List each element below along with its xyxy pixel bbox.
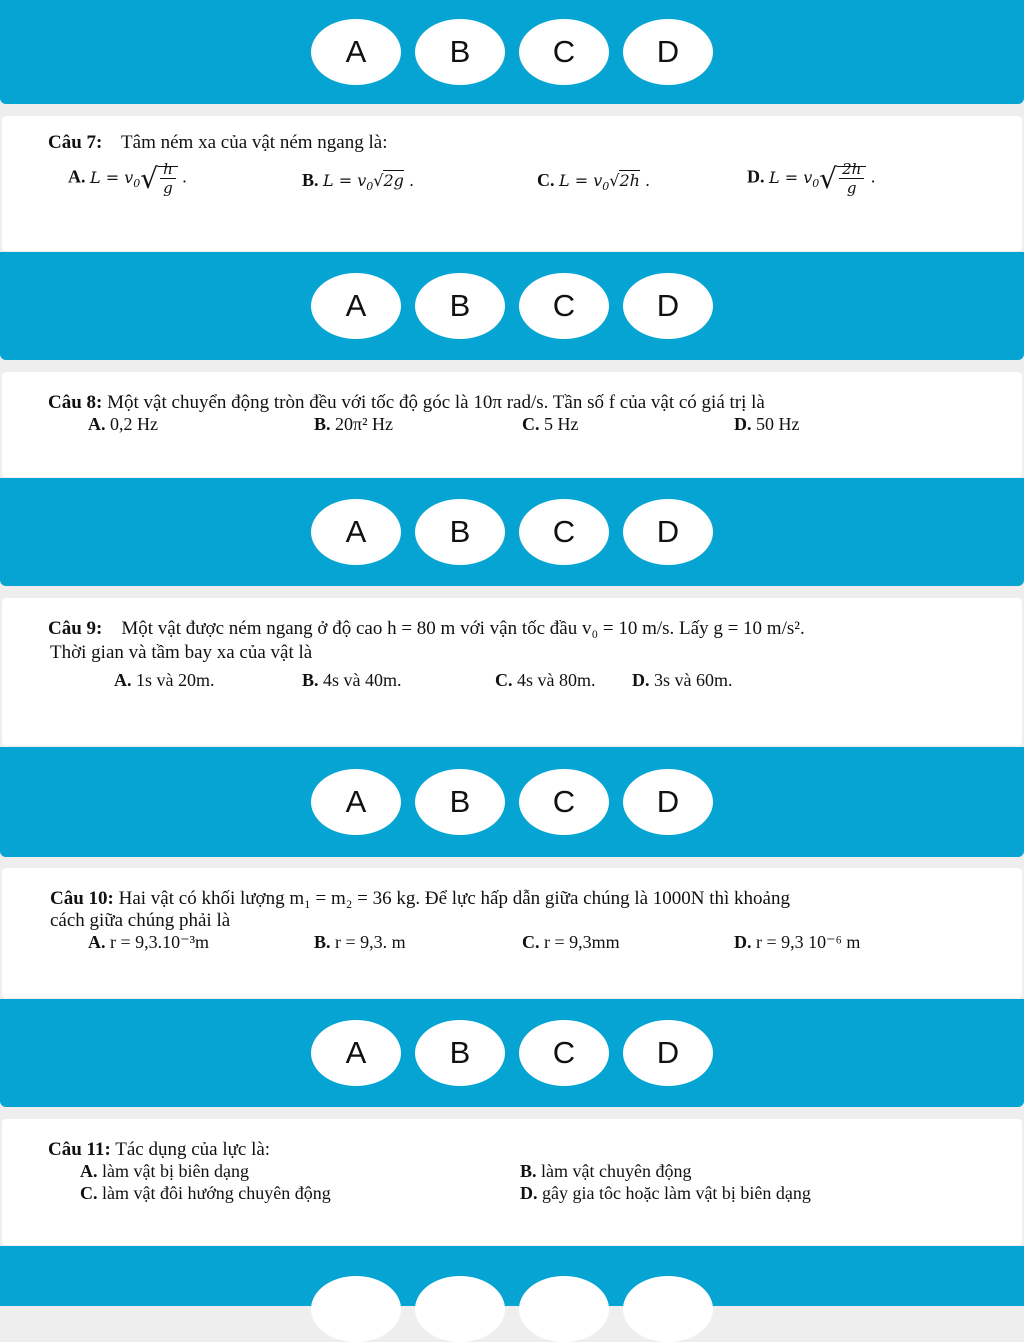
option-d-button[interactable]: D <box>623 1020 713 1086</box>
option-b-button[interactable]: B <box>415 1020 505 1086</box>
option-d-button[interactable] <box>623 1276 713 1342</box>
option-b-button[interactable]: B <box>415 499 505 565</box>
answer-8d[interactable] <box>734 414 800 435</box>
answer-band-2 <box>0 252 1024 360</box>
answer-text: 3s và 60m. <box>654 670 733 690</box>
answer-8a[interactable] <box>88 414 158 435</box>
answer-key: A. <box>88 932 106 952</box>
question-body: Thời gian và tầm bay xa của vật là <box>50 642 313 663</box>
answer-band-3 <box>0 478 1024 586</box>
answer-key: C. <box>80 1183 98 1203</box>
answer-text: 5 Hz <box>544 414 579 434</box>
option-c-button[interactable] <box>519 1276 609 1342</box>
option-c-button[interactable]: C <box>519 499 609 565</box>
option-a-button[interactable]: A <box>311 273 401 339</box>
answer-key: C. <box>495 670 513 690</box>
answer-band-5 <box>0 999 1024 1107</box>
answer-7b[interactable]: B. $L = v_0√2g$ . <box>302 170 415 194</box>
answer-8b[interactable] <box>314 414 393 435</box>
answer-text: làm vật bị biên dạng <box>102 1161 249 1181</box>
question-body: Hai vật có khối lượng m₁ = m₂ = 36 kg. Để lực hấp dẫn giữa chúng là 1000N thì khoảng <box>118 888 790 909</box>
answer-key: C. <box>537 170 555 190</box>
answer-11c[interactable] <box>80 1183 331 1204</box>
answer-band-6 <box>0 1246 1024 1306</box>
answer-10d[interactable] <box>734 932 860 953</box>
question-body: Tác dụng của lực là: <box>115 1139 271 1160</box>
answer-text: 1s và 20m. <box>136 670 215 690</box>
answer-key: D. <box>734 414 752 434</box>
option-c-button[interactable]: C <box>519 1020 609 1086</box>
answer-11b[interactable] <box>520 1161 691 1182</box>
option-c-button[interactable]: C <box>519 273 609 339</box>
answer-10c[interactable] <box>522 932 620 953</box>
option-d-button[interactable]: D <box>623 273 713 339</box>
answer-key: A. <box>68 166 86 187</box>
question-7-text <box>48 132 387 154</box>
answer-key: C. <box>522 414 540 434</box>
answer-text: r = 9,3mm <box>544 932 620 952</box>
question-10-text-line2 <box>50 910 230 932</box>
question-9-text-line2 <box>50 642 312 664</box>
option-a-button[interactable]: A <box>311 19 401 85</box>
answer-text: r = 9,3.10⁻³m <box>110 932 210 952</box>
answer-text: gây gia tôc hoặc làm vật bị biên dạng <box>542 1183 811 1203</box>
question-body: Một vật được ném ngang ở độ cao h = 80 m với vận tốc đầu v₀ = 10 m/s. Lấy g = 10 m/s². <box>121 618 805 639</box>
answer-text: 4s và 40m. <box>323 670 402 690</box>
answer-key: A. <box>114 670 132 690</box>
answer-key: B. <box>520 1161 537 1181</box>
question-11-text <box>48 1139 270 1161</box>
question-card-10 <box>2 868 1022 998</box>
question-label: Câu 10: <box>50 888 114 909</box>
answer-9a[interactable] <box>114 670 215 691</box>
answer-key: A. <box>80 1161 98 1181</box>
question-body: Một vật chuyển động tròn đều với tốc độ góc là 10π rad/s. Tần số f của vật có giá trị là <box>107 392 765 413</box>
question-card-11 <box>2 1119 1022 1245</box>
answer-key: B. <box>302 670 319 690</box>
answer-10b[interactable] <box>314 932 406 953</box>
question-body: cách giữa chúng phải là <box>50 910 231 931</box>
answer-11d[interactable] <box>520 1183 811 1204</box>
question-10-text <box>50 888 790 910</box>
option-c-button[interactable]: C <box>519 19 609 85</box>
question-body: Tâm ném xa của vật ném ngang là: <box>121 132 388 153</box>
option-a-button[interactable]: A <box>311 1020 401 1086</box>
question-8-text <box>48 392 765 414</box>
option-b-button[interactable]: B <box>415 273 505 339</box>
option-d-button[interactable]: D <box>623 769 713 835</box>
answer-9c[interactable] <box>495 670 596 691</box>
question-label: Câu 11: <box>48 1139 111 1160</box>
question-card-8 <box>2 372 1022 477</box>
option-a-button[interactable] <box>311 1276 401 1342</box>
option-b-button[interactable] <box>415 1276 505 1342</box>
option-b-button[interactable]: B <box>415 769 505 835</box>
answer-9d[interactable] <box>632 670 733 691</box>
answer-text: làm vật đôi hướng chuyên động <box>102 1183 331 1203</box>
answer-8c[interactable] <box>522 414 579 435</box>
option-d-button[interactable]: D <box>623 19 713 85</box>
answer-band-1 <box>0 0 1024 104</box>
option-a-button[interactable]: A <box>311 499 401 565</box>
answer-text: 4s và 80m. <box>517 670 596 690</box>
answer-text: r = 9,3 10⁻⁶ m <box>756 932 861 952</box>
answer-text: 0,2 Hz <box>110 414 158 434</box>
option-b-button[interactable]: B <box>415 19 505 85</box>
question-label: Câu 8: <box>48 392 103 413</box>
answer-key: C. <box>522 932 540 952</box>
answer-7c[interactable]: C. $L = v_0√2h$ . <box>537 170 651 194</box>
option-d-button[interactable]: D <box>623 499 713 565</box>
answer-key: A. <box>88 414 106 434</box>
question-label: Câu 9: <box>48 618 103 639</box>
answer-key: D. <box>520 1183 538 1203</box>
answer-text: r = 9,3. m <box>335 932 406 952</box>
answer-9b[interactable] <box>302 670 402 691</box>
answer-key: B. <box>314 414 331 434</box>
answer-7a[interactable]: A. $L = v_0√$ $\frac{h}{g}$ . <box>68 160 187 197</box>
answer-key: B. <box>302 170 319 190</box>
option-c-button[interactable]: C <box>519 769 609 835</box>
question-label: Câu 7: <box>48 132 103 153</box>
answer-key: D. <box>747 166 765 187</box>
option-a-button[interactable]: A <box>311 769 401 835</box>
question-9-text <box>48 618 805 640</box>
answer-key: D. <box>734 932 752 952</box>
answer-key: D. <box>632 670 650 690</box>
question-card-7 <box>2 116 1022 251</box>
question-card-9 <box>2 598 1022 746</box>
answer-10a[interactable] <box>88 932 209 953</box>
answer-7d[interactable]: D. $L = v_0√$ $\frac{2h}{g}$ . <box>747 160 876 197</box>
answer-text: 20π² Hz <box>335 414 393 434</box>
answer-text: làm vật chuyên động <box>541 1161 692 1181</box>
answer-key: B. <box>314 932 331 952</box>
answer-band-4 <box>0 747 1024 857</box>
answer-11a[interactable] <box>80 1161 249 1182</box>
answer-text: 50 Hz <box>756 414 800 434</box>
